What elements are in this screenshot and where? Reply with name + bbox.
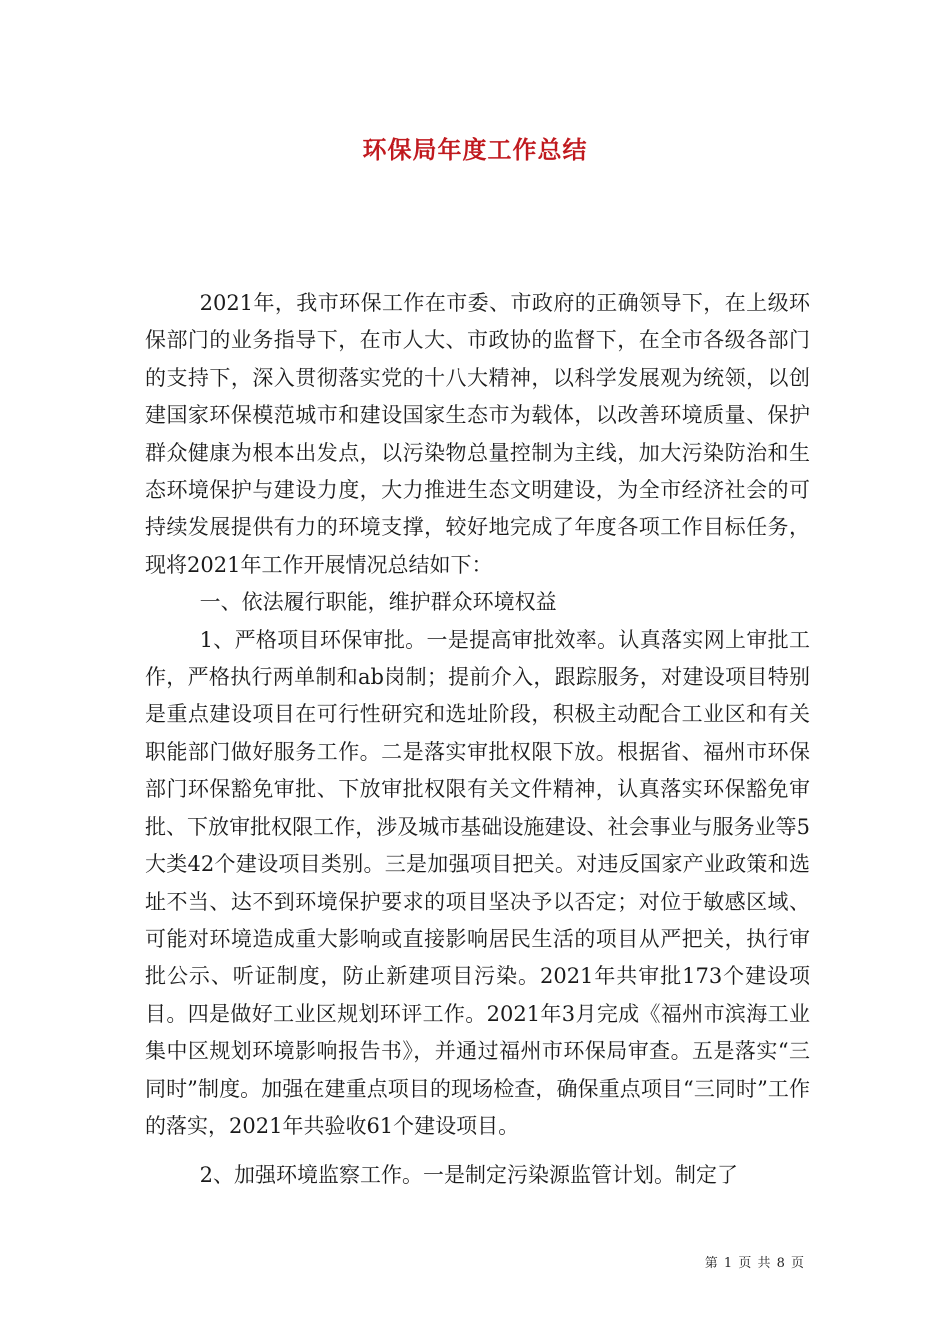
section-heading-1: 一、依法履行职能，维护群众环境权益 [199, 590, 557, 615]
item-paragraph-1: 1、严格项目环保审批。一是提高审批效率。认真落实网上审批工作，严格执行两单制和ab岗制；提前介入，跟踪服务，对建设项目特别是重点建设项目在可行性研究和选址阶段，积极主动配合工业区和有关职能部门做好服务工作。二是落实审批权限下放。根据省、福州市环保部门环保豁免审批、下放审批权限有关文件精神，认真落实环保豁免审批、下放审批权限工作，涉及城市基础设施建设、社会事业与服务业等5大类42个建设项目类别。三是加强项目把关。对违反国家产业政策和选址不当、达不到环境保护要求的项目坚决予以否定；对位于敏感区域、可能对环境造成重大影响或直接影响居民生活的项目从严把关，执行审批公示、听证制度，防止新建项目污染。2021年共审批173个建设项目。四是做好工业区规划环评工作。2021年3月完成《福州市滨海工业集中区规划环境影响报告书》，并通过福州市环保局审查。五是落实“三同时”制度。加强在建重点项目的现场检查，确保重点项目“三同时”工作的落实，2021年共验收61个建设项目。 [145, 627, 810, 1138]
intro-paragraph: 2021年，我市环保工作在市委、市政府的正确领导下，在上级环保部门的业务指导下，在市人大、市政协的监督下，在全市各级各部门的支持下，深入贯彻落实党的十八大精神，以科学发展观为统领，以创建国家环保模范城市和建设国家生态市为载体，以改善环境质量、保护群众健康为根本出发点，以污染物总量控制为主线，加大污染防治和生态环境保护与建设力度，大力推进生态文明建设，为全市经济社会的可持续发展提供有力的环境支撑，较好地完成了年度各项工作目标任务，现将2021年工作开展情况总结如下： [145, 291, 810, 577]
document-title: 环保局年度工作总结 [362, 135, 588, 164]
page-number-footer: 第 1 页 共 8 页 [704, 1256, 805, 1271]
item-paragraph-2: 2、加强环境监察工作。一是制定污染源监管计划。制定了 [199, 1163, 738, 1188]
document-body [145, 285, 810, 1195]
